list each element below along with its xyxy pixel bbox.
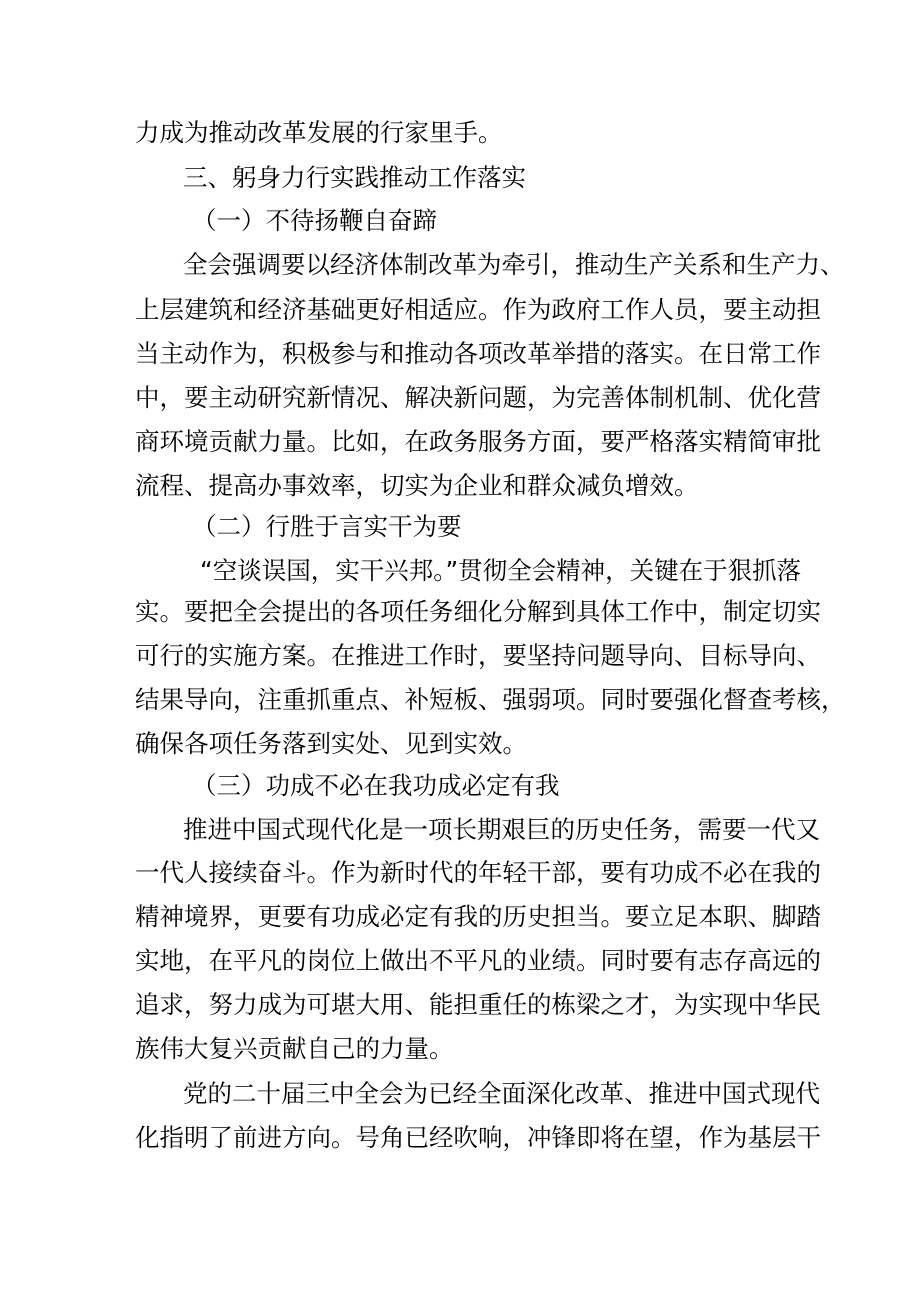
subsection-heading: （三）功成不必在我功成必定有我 (192, 771, 560, 800)
text-line: 当主动作为，积极参与和推动各项改革举措的落实。在日常工作 (135, 339, 821, 368)
text-line: 全会强调要以经济体制改革为牵引，推动生产关系和生产力、 (183, 250, 845, 279)
text-line: 族伟大复兴贡献自己的力量。 (135, 1034, 454, 1063)
text-line: 推进中国式现代化是一项长期艰巨的历史任务，需要一代又 (183, 815, 820, 844)
text-line: 中，要主动研究新情况、解决新问题，为完善体制机制、优化营 (135, 383, 821, 412)
text-line: 流程、提高办事效率，切实为企业和群众减负增效。 (135, 471, 699, 500)
subsection-heading: （一）不待扬鞭自奋蹄 (192, 206, 437, 235)
text-line: 党的二十届三中全会为已经全面深化改革、推进中国式现代 (183, 1079, 820, 1108)
text-line: 精神境界，更要有功成必定有我的历史担当。要立足本职、脚踏 (135, 902, 821, 931)
text-line: 一代人接续奋斗。作为新时代的年轻干部，要有功成不必在我的 (135, 858, 821, 887)
text-line: 实。要把全会提出的各项任务细化分解到具体工作中，制定切实 (135, 597, 821, 626)
text-line: 结果导向，注重抓重点、补短板、强弱项。同时要强化督查考核， (135, 685, 846, 714)
text-line: “空谈误国，实干兴邦。”贯彻全会精神，关键在于狠抓落 (200, 556, 802, 585)
text-line: 确保各项任务落到实处、见到实效。 (135, 729, 527, 758)
text-line: 可行的实施方案。在推进工作时，要坚持问题导向、目标导向、 (135, 641, 821, 670)
text-line: 力成为推动改革发展的行家里手。 (135, 118, 503, 147)
text-line: 商环境贡献力量。比如，在政务服务方面，要严格落实精简审批 (135, 427, 821, 456)
text-line: 化指明了前进方向。号角已经吹响，冲锋即将在望，作为基层干 (135, 1123, 821, 1152)
section-heading: 三、躬身力行实践推动工作落实 (183, 163, 526, 192)
text-line: 实地，在平凡的岗位上做出不平凡的业绩。同时要有志存高远的 (135, 946, 821, 975)
text-line: 追求，努力成为可堪大用、能担重任的栋梁之才，为实现中华民 (135, 990, 821, 1019)
subsection-heading: （二）行胜于言实干为要 (192, 512, 462, 541)
text-line: 上层建筑和经济基础更好相适应。作为政府工作人员，要主动担 (135, 295, 821, 324)
